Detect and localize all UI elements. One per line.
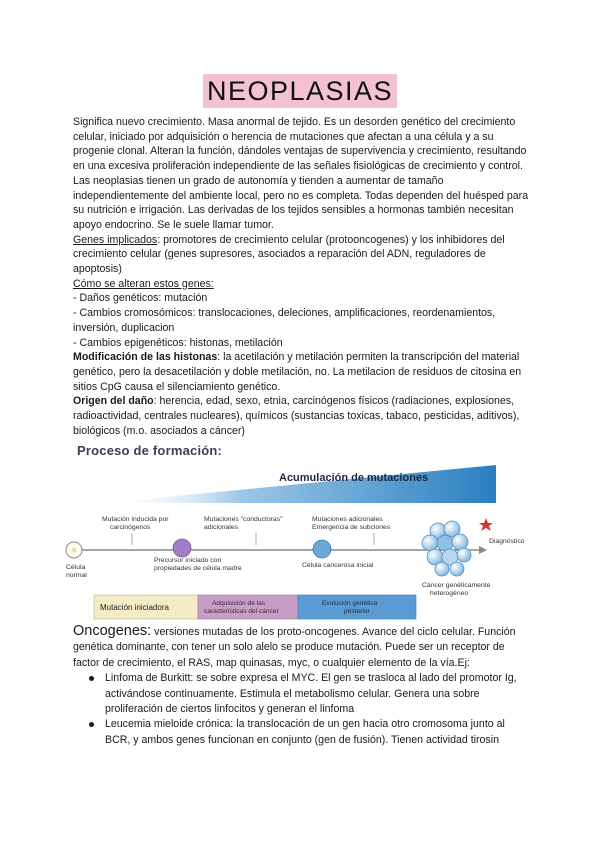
oncogenes-paragraph — [73, 624, 533, 671]
diagnosis-star-icon — [479, 518, 493, 531]
phase-evolution-label: posterior — [344, 608, 370, 615]
list-item: Leucemia mieloide crónica: la translocación de un gen hacia otro cromosoma junto al BCR, y ambos genes funcionan en conjunto (gen de fusión). Tienen actividad tirosin — [105, 717, 533, 748]
main-text — [73, 115, 533, 438]
normal-cell-label: Célula — [66, 564, 86, 571]
tumor-cell — [437, 535, 453, 551]
genes-paragraph — [73, 233, 533, 277]
genes-label: Genes implicados — [73, 233, 158, 246]
precursor-label: propiedades de célula madre — [154, 565, 242, 572]
precursor-cell — [173, 539, 191, 557]
oncogenes-text: versiones mutadas de los proto-oncogenes. Avance del ciclo celular. Función genética dominante, con tener un solo alelo se produce mutación. Puede ser un receptor de factor de crecimiento, el RAS, map quinasas, myc, o cualquier elemento de la vía.Ej: — [73, 626, 516, 669]
heterogeneous-label: Cáncer genéticamente — [422, 582, 491, 589]
initial-cancer-label: Célula cancerosa inicial — [302, 562, 374, 569]
intro-paragraph: Significa nuevo crecimiento. Masa anormal de tejido. Es un desorden genético del crecimiento celular, iniciado por adquisición o herencia de mutaciones que afectan a una célula y a su progenie clonal. Alteran la función, dándoles ventajas de supervivencia y crecimiento, resultando en una excesiva proliferación independiente de las señales fisiológicas de crecimiento y control. Las neoplasias tienen un grado de autonomía y tienden a aumentar de tamaño independientemente del ambiente local, pero no es completa. Todas dependen del huésped para su nutrición e irrigación. Las derivadas de los tejidos sensibles a hormonas también necesitan apoyo endocrino. Se le suele llamar tumor. — [73, 116, 529, 231]
tumor-cell — [450, 562, 464, 576]
heterogeneous-label: heterogéneo — [430, 590, 469, 597]
normal-cell-nucleus — [72, 548, 77, 553]
mutation-triangle — [104, 465, 496, 503]
heterogeneous-tumor — [422, 521, 471, 576]
phase-hallmarks-label: Adquisición de las — [212, 600, 266, 607]
list-item: Linfoma de Burkitt: se sobre expresa el MYC. El gen se trasloca al lado del promotor Ig, activándose continuamente. Estimula el metabolismo celular. Genera una sobre proliferación de ciertos linfocitos y generan el linfoma — [105, 671, 533, 717]
histone-text: : la acetilación y metilación permiten la transcripción del material genético, pero la desacetilación y doble metilación, no. La metilacion de residuos de citosina en sitios CpG causa el silenciamiento genético. — [73, 351, 522, 393]
tumor-cell — [422, 535, 438, 551]
phase-evolution-label: Evolución genética — [322, 600, 378, 607]
title-area — [0, 74, 600, 108]
alteration-item: - Daños genéticos: mutación — [73, 292, 208, 305]
damage-label: Origen del daño — [73, 395, 154, 408]
phase-bar-hallmarks — [198, 595, 298, 619]
diagnosis-label: Diagnóstico — [489, 538, 525, 545]
precursor-label: Precursor iniciado con — [154, 557, 222, 564]
oncogenes-heading: Oncogenes: — [73, 623, 152, 639]
histone-paragraph — [73, 350, 533, 394]
damage-paragraph — [73, 394, 533, 438]
genes-text: : promotores de crecimiento celular (protooncogenes) y los inhibidores del crecimiento celular (genes supresores, asociados a reparación del ADN, reguladores de apoptosis) — [73, 233, 505, 276]
initial-cancer-cell — [313, 540, 331, 558]
phase-bar-evolution — [298, 595, 416, 619]
mutation-label: carcinógenos — [110, 524, 151, 531]
alteration-heading: Cómo se alteran estos genes: — [73, 277, 214, 290]
additional-label: Emergencia de subclones — [312, 524, 391, 531]
tumor-cell — [435, 562, 449, 576]
driver-label: adicionales — [204, 524, 239, 531]
damage-text: : herencia, edad, sexo, etnia, carcinógenos físicos (radiaciones, explosiones, radioactividad, centrales nucleares), químicos (sustancias toxicas, tabaco, pesticidas, aditivos), biológicos (m.o. asociados a cáncer) — [73, 395, 520, 437]
alteration-item: - Cambios epigenéticos: histonas, metilación — [73, 336, 283, 349]
timeline-arrowhead — [479, 546, 487, 554]
phase-hallmarks-label: características del cáncer — [204, 608, 279, 615]
tumor-cell — [457, 548, 471, 562]
tumor-formation-figure — [64, 463, 536, 623]
histone-label: Modificación de las histonas — [73, 351, 218, 364]
mutation-label: Mutación inducida por — [102, 516, 169, 523]
process-heading: Proceso de formación: — [77, 443, 223, 458]
phase-initiating-label: Mutación iniciadora — [100, 603, 169, 612]
normal-cell-label: normal — [66, 572, 87, 579]
banner-label: Acumulación de mutaciones — [279, 472, 429, 484]
additional-label: Mutaciones adicionales — [312, 516, 383, 523]
driver-label: Mutaciones "conductoras" — [204, 516, 283, 523]
oncogenes-section — [73, 624, 533, 748]
tumor-cell — [452, 534, 468, 550]
alteration-item: - Cambios cromosómicos: translocaciones, deleciones, amplificaciones, reordenamientos, inversión, duplicacion — [73, 307, 496, 334]
oncogenes-examples — [73, 671, 533, 748]
page-title: NEOPLASIAS — [203, 74, 397, 108]
